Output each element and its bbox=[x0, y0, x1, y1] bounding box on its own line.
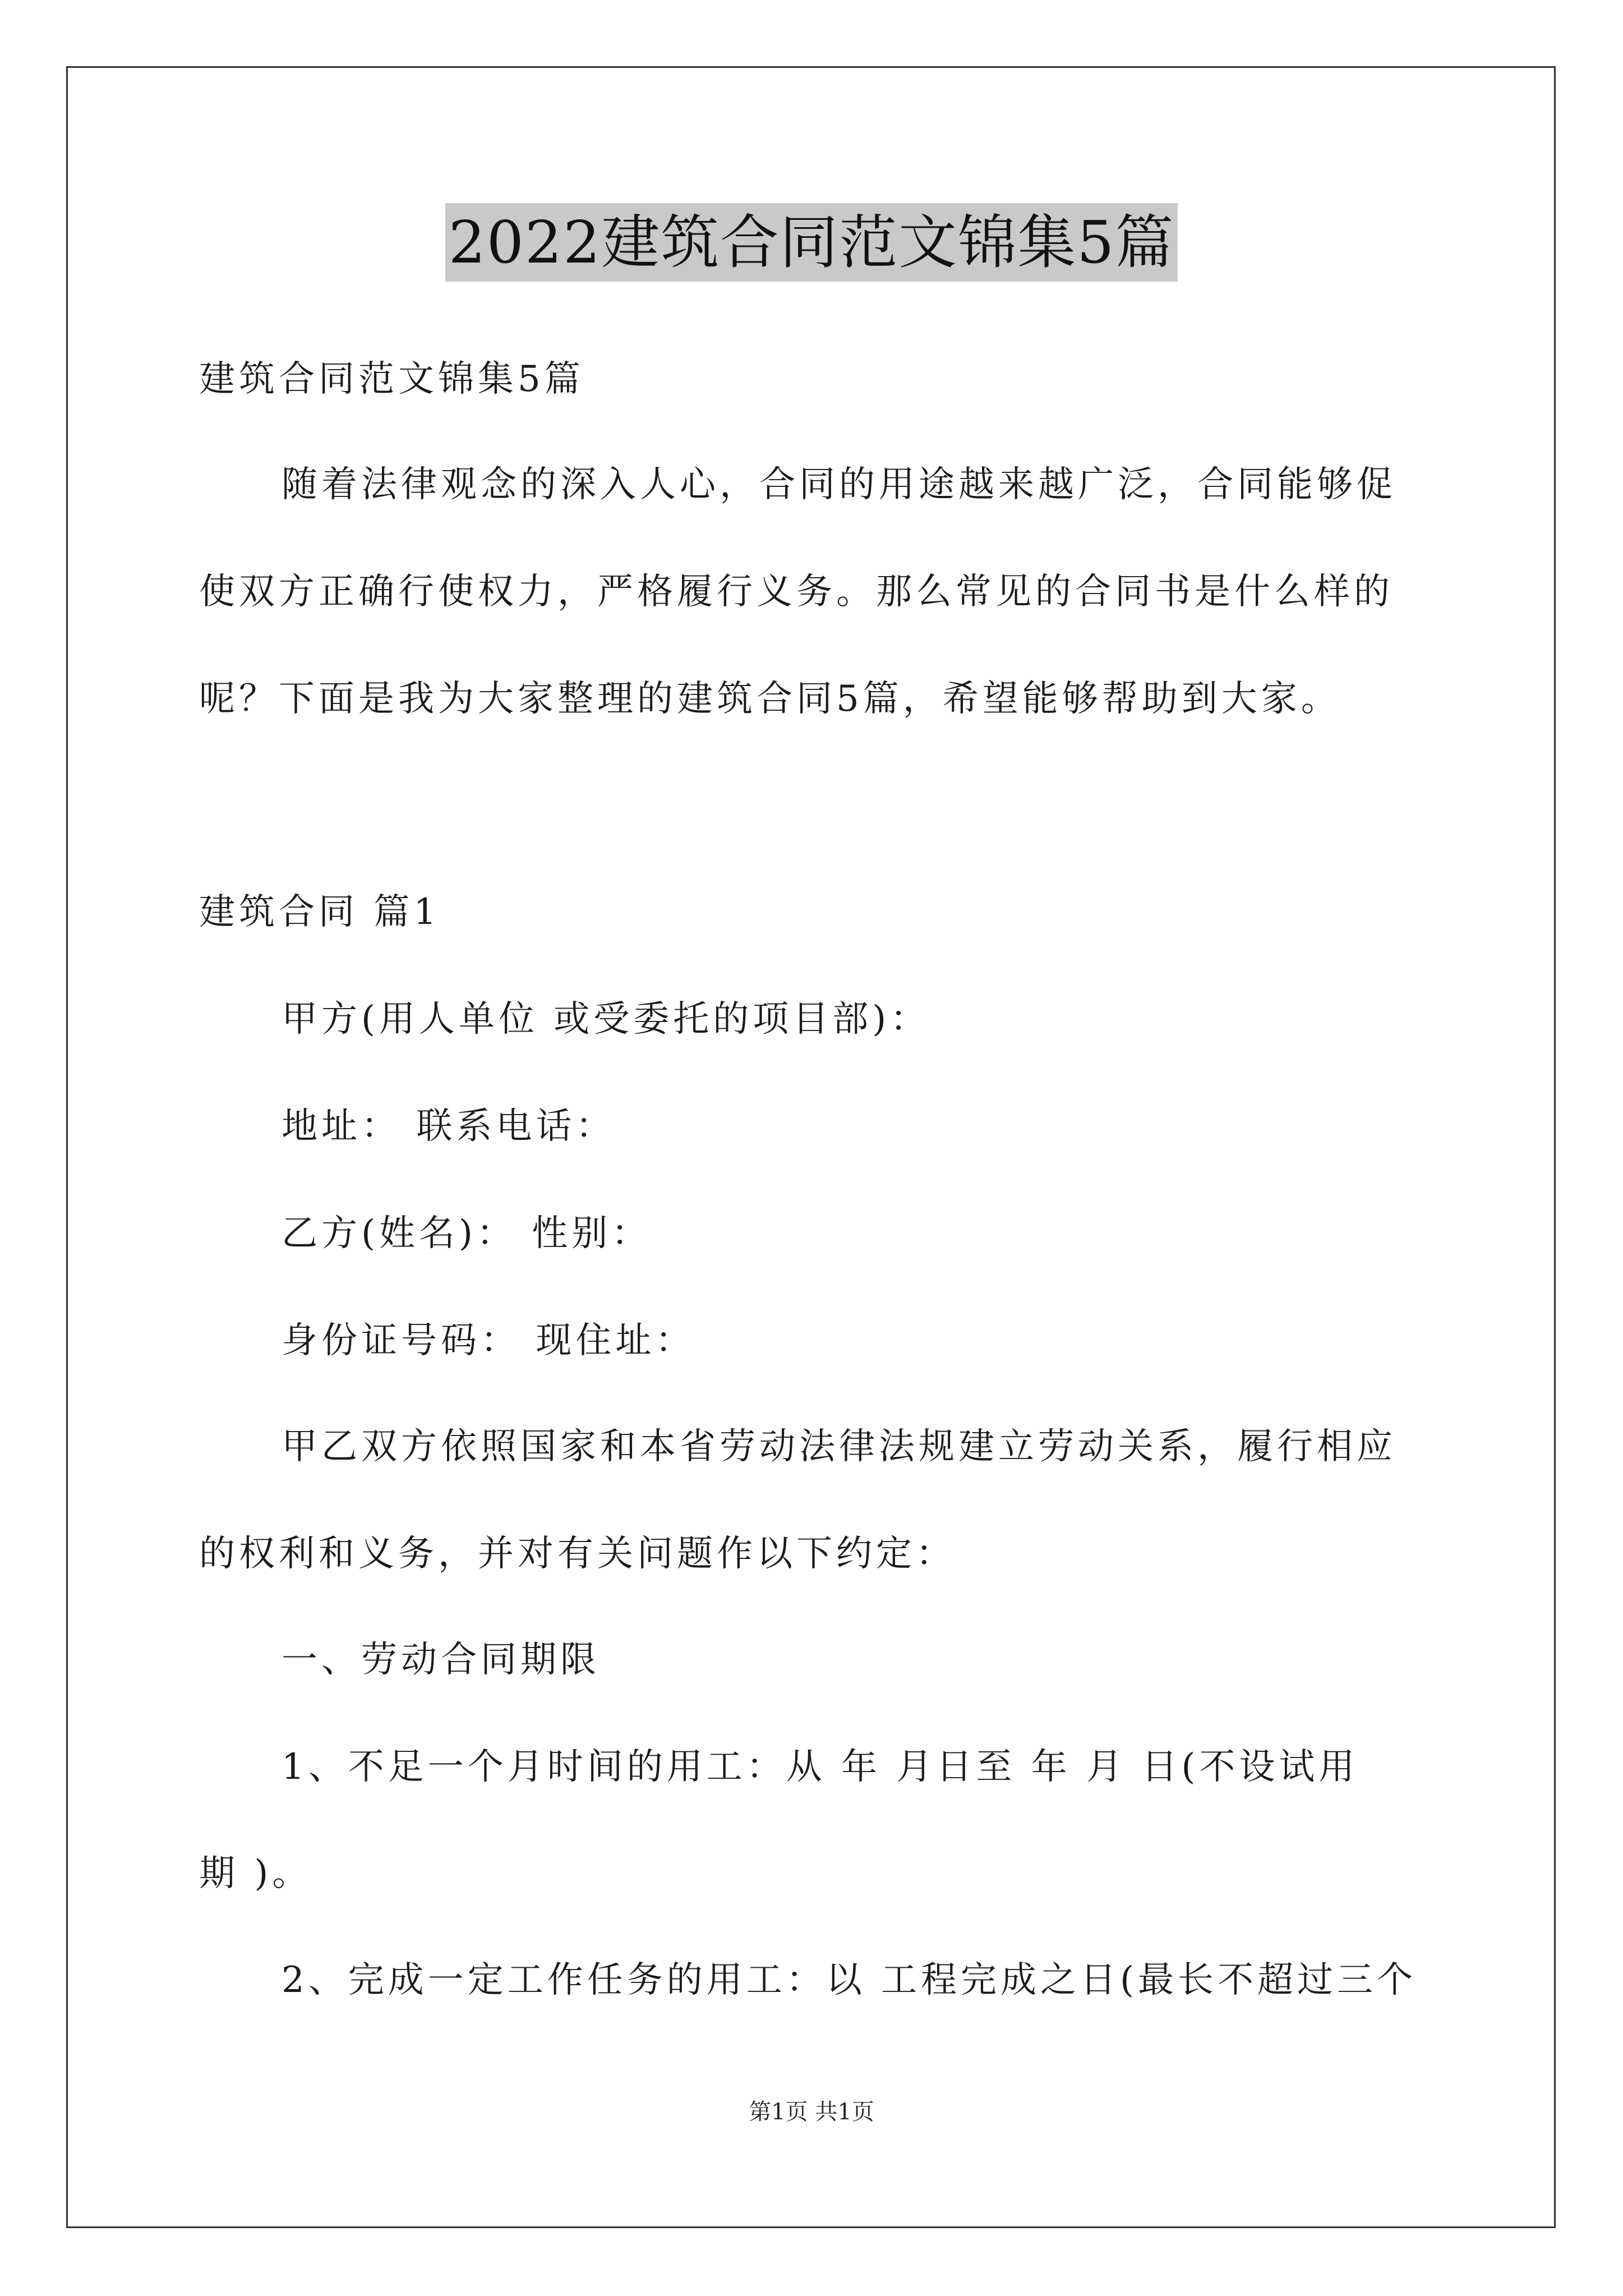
address-line: 地址： 联系电话： bbox=[282, 1106, 616, 1147]
clause-2-line: 2、完成一定工作任务的用工：以 工程完成之日(最长不超过三个 bbox=[282, 1959, 1417, 2001]
party-a-line: 甲方(用人单位 或受委托的项目部)： bbox=[282, 999, 930, 1040]
document-title: 2022建筑合同范文锦集5篇 bbox=[445, 203, 1178, 282]
document-subtitle: 建筑合同范文锦集5篇 bbox=[199, 358, 584, 400]
clause-1-line-1: 1、不足一个月时间的用工：从 年 月日至 年 月 日(不设试用 bbox=[282, 1746, 1359, 1788]
title-container bbox=[0, 203, 1623, 282]
section-heading: 建筑合同 篇1 bbox=[199, 891, 441, 933]
agreement-line-2: 的权利和义务，并对有关问题作以下约定： bbox=[199, 1533, 956, 1575]
intro-line-2: 使双方正确行使权力，严格履行义务。那么常见的合同书是什么样的 bbox=[199, 571, 1394, 613]
id-number-line: 身份证号码： 现住址： bbox=[282, 1320, 695, 1361]
agreement-line-1: 甲乙双方依照国家和本省劳动法律法规建立劳动关系，履行相应 bbox=[282, 1426, 1396, 1467]
intro-line-1: 随着法律观念的深入人心，合同的用途越来越广泛，合同能够促 bbox=[282, 464, 1396, 505]
page-footer: 第1页 共1页 bbox=[749, 2099, 874, 2125]
party-b-line: 乙方(姓名)： 性别： bbox=[282, 1213, 652, 1254]
intro-line-3: 呢？下面是我为大家整理的建筑合同5篇，希望能够帮助到大家。 bbox=[199, 678, 1341, 720]
clause-1-line-2: 期 )。 bbox=[199, 1853, 312, 1894]
clause-heading: 一、劳动合同期限 bbox=[282, 1639, 600, 1681]
